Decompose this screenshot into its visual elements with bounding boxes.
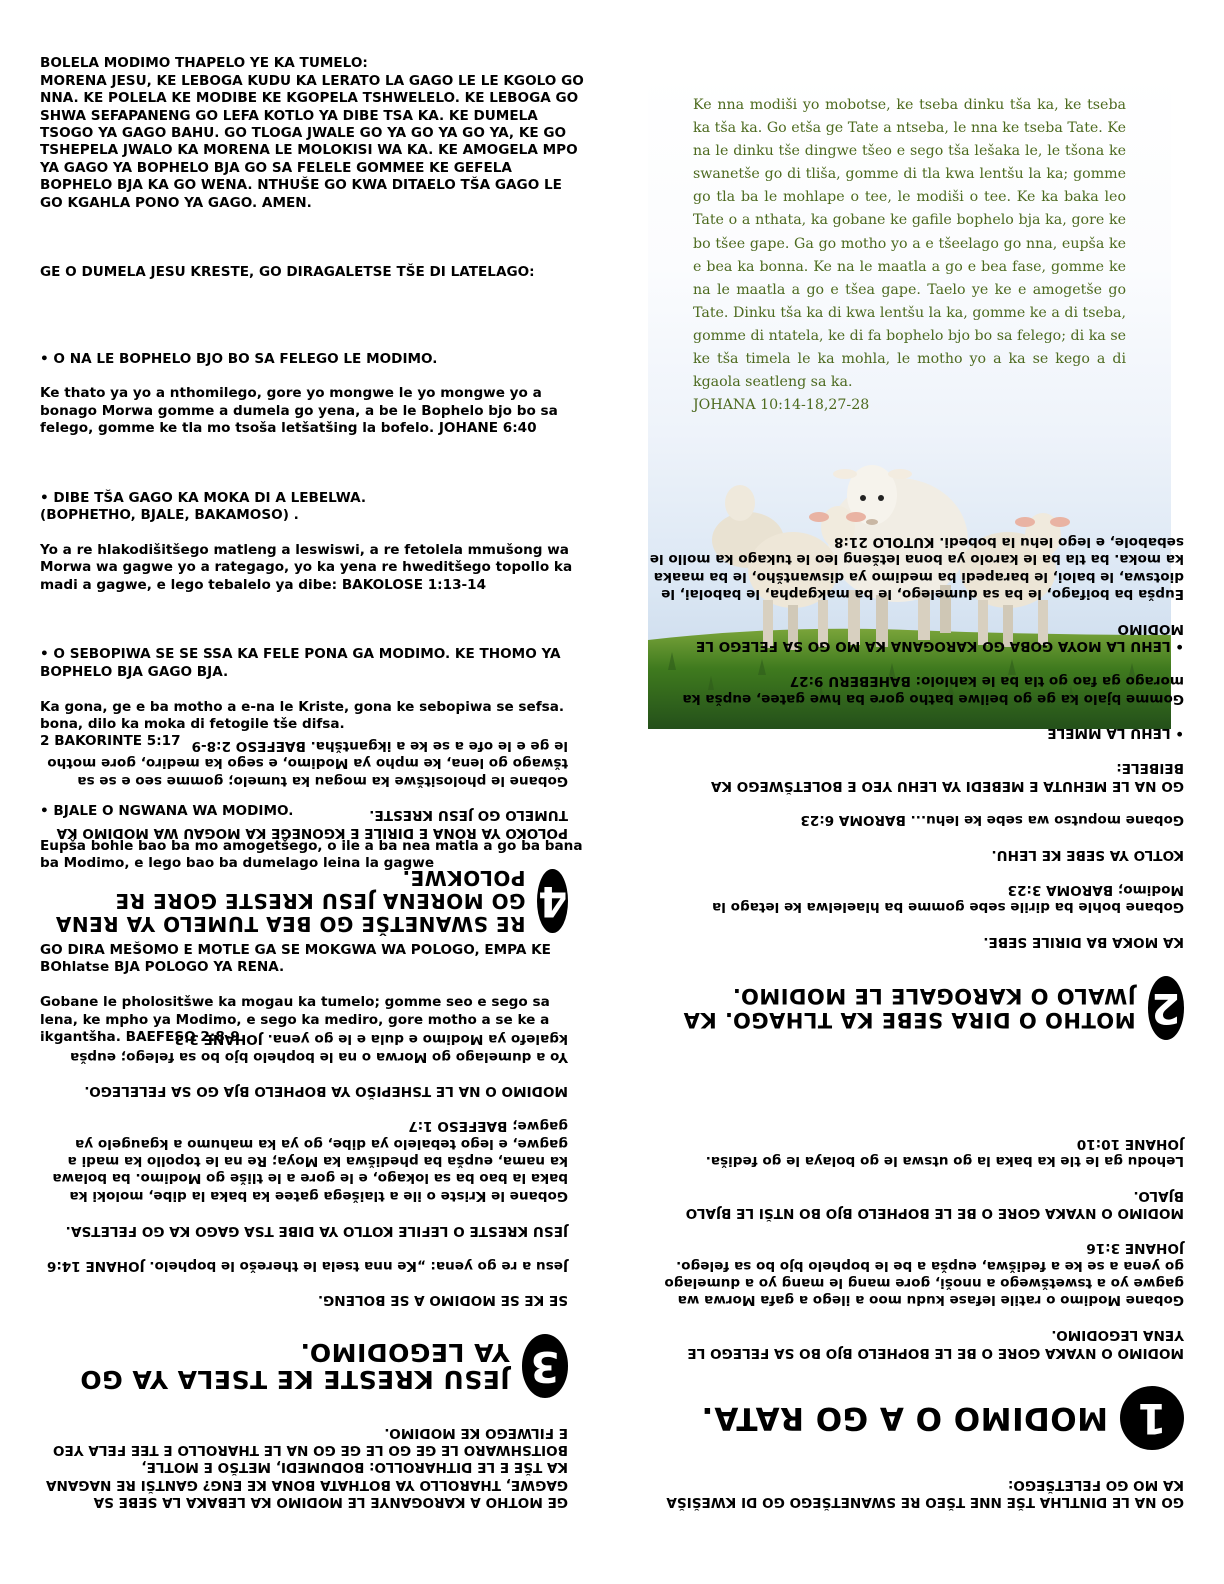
section-3-heading-row — [40, 1334, 568, 1398]
section-2-subheading-3: GO NA LE MEHUTA E MEBEDI YA LEHU YEO E BOLETŠWEGO KA BEIBELE: — [710, 760, 1184, 794]
section-3-body-2: Gobane le Kriste o ile a tlaišega gatee ka baka la dibe, moloki ka baka la bao ba sa lokago, e le gore a le tliše go Modimo. ba bolawa ka nama, eupša ba phedišwa ka Moya; Re na le topollo ka madi a gagwe, e lego tebalelo ya dibe, go ya ka mahumo a kgaugelo ya gagwe; BAEFESO 1:7 — [52, 1118, 568, 1204]
section-2 — [644, 515, 1184, 1065]
section-4-subheading: POLOKO YA RONA E DIRILE E KGONEGE KA MOGAU WA MODIMO KA TUMELO GO JESU KRESTE. — [56, 807, 568, 841]
section-1-subheading-2: MODIMO O NYAKA GORE O BE LE BOPHELO BJO BO NTŠI LE BJALO BJALO. — [685, 1187, 1184, 1222]
section-2-heading-row — [644, 976, 1184, 1040]
section-4-body: Gobane le pholositšwe ka mogau ka tumelo; gomme seo e se sa tšwago go lena, ke mpho ya Modimo, e sego ka mediro, gore motho le ge e le ofe a se ke a ikgantšha. BAEFESO 2:8-9 — [47, 737, 568, 789]
number-badge-1: 1 — [1120, 1386, 1184, 1450]
point-title: • BJALE O NGWANA WA MODIMO. — [40, 803, 294, 820]
point-body: Ka gona, ge e ba motho a e-na le Kriste, gona ke sebopiwa se sefsa. bona, dilo ka moka di fetogile tše difsa. 2 BAKORINTE 5:17 — [40, 698, 565, 750]
section-1-intro: GO NA LE DINTLHA TŠE NNE TŠEO RE SWANETŠEGO GO DI KWEŠIŠA KA MO GO FELETŠEGO: — [666, 1476, 1184, 1511]
section-3-body-1: Jesu a re go yena: „Ke nna tsela le therešo le bophelo. JOHANE 14:6 — [46, 1257, 568, 1274]
section-3-subheading-3: MODIMO O NA LE TSHEPIŠO YA BOPHELO BJA GO SA FELELEGO. — [84, 1083, 568, 1100]
section-2-point-1: • LEHU LA MMELE — [1047, 725, 1184, 742]
works-heading: GO DIRA MEŠOMO E MOTLE GA SE MOKGWA WA POLOGO, EMPA KE BOhlatse BJA POLOGO YA RENA. — [40, 941, 551, 976]
section-1-subheading: MODIMO O NYAKA GORE O BE LE BOPHELO BJO BO SA FELEGO LE YENA LEGODIMO. — [687, 1327, 1184, 1361]
section-3 — [40, 1012, 568, 1527]
verse-body: Ke nna modiši yo mobotse, ke tseba dinku tša ka, ke tseba ka tša ka. Go etša ge Tate a ntseba, le nna ke tseba Tate. Ke na le dinku tše dingwe tšeo e sego tša lešaka le, le tšona ke swanetše go di tliša, gomme di tla kwa lentšu la ka; gomme go tla ba le mohlape o tee, le modiši o tee. Ke ka baka leo Tate o a nthata, ka gobane ke gafile bophelo bja ka, gore ke bo tšee gape. Ga go motho yo a e tšeelago go nna, eupša ke e bea ka bonna. Ke na le maatla a go e bea fase, gomme ke na le maatla a go e tšea gape. Taelo ye ke e amogetše go Tate. Dinku tša ka di kwa lentšu la ka, gomme ke a di tseba, gomme di ntatela, ke di fa bophelo bjo bo sa felego; di ka se ke tša timela le ka mohla, le motho yo a ka se kego a di kgaola seatleng sa ka. — [693, 97, 1126, 391]
section-4-heading: RE SWANETŠE GO BEA TUMELO YA RENA GO MORENA JESU KRESTE GORE RE POLOKWE. — [55, 866, 526, 937]
number-badge-4: 4 — [538, 869, 569, 933]
section-2-point-2: • LEHU LA MOYA GOBA GO KAROGANA KA MO GO SA FELEGO LE MODIMO — [696, 620, 1184, 655]
works-body: Gobane le pholositšwe ka mogau ka tumelo; gomme seo e sego sa lena, ke mpho ya Modimo, e sego ka mediro, gore motho a se ke a ikgantšha. BAEFESO 2:8-9 — [40, 994, 550, 1045]
section-1-heading: MODIMO O A GO RATA. — [700, 1400, 1108, 1437]
section-2-body-2: Gobane moputso wa sebe ke lehu... BAROMA 6:23 — [800, 812, 1184, 829]
section-2-subheading: KA MOKA BA DIRILE SEBE. — [983, 934, 1184, 951]
number-badge-3: 3 — [522, 1334, 568, 1398]
section-2-body-1: Gobane bohle ba dirile sebe gomme ba hlaelelwa ke letago la Modimo; BAROMA 3:23 — [712, 882, 1184, 916]
point-title: • O NA LE BOPHELO BJO BO SA FELEGO LE MODIMO. — [40, 350, 438, 367]
section-2-subheading-2: KOTLO YA SEBE KE LEHU. — [991, 847, 1184, 864]
section-3-heading: JESU KRESTE KE TSELA YA GO YA LEGODIMO. — [79, 1337, 510, 1394]
point-title: • O SEBOPIWA SE SE SSA KA FELE PONA GA MODIMO. KE THOMO YA BOPHELO BJA GAGO BJA. — [40, 646, 561, 680]
section-1-heading-row — [644, 1386, 1184, 1450]
section-2-body-4: Eupša ba boifago, le ba sa dumelego, le ba makgapha, le babolai, le diotswa, le baloi, le barapedi ba medimo ya diswantšho, le ba maaka ka moka. ba tla ba le karolo ya bona letšeng leo le tukago ka mollo le sebabole, e lego lehu la bobedi. KUTOLO 21:8 — [649, 533, 1184, 603]
number-badge-2: 2 — [1148, 976, 1184, 1040]
bottom-right-panel — [644, 533, 1184, 1545]
section-2-heading: MOTHO O DIRA SEBE KA TLHAGO. KA JWALO O KAROGALE LE MODIMO. — [683, 983, 1136, 1032]
section-1-body-1: Gobane Modimo o ratile lefase kudu moo a ilego a gafa Morwa wa gagwe yo a tswetšwego a nnoši, gore mang le mang yo a dumelago go yena a se ke a fedišwa, eupša a be le bophelo bjo bo sa felego. JOHANE 3:16 — [664, 1240, 1184, 1309]
prayer-text: BOLELA MODIMO THAPELO YE KA TUMELO: MORENA JESU, KE LEBOGA KUDU KA LERATO LA GAGO LE LE KGOLO GO NNA. KE POLELA KE MODIBE KE KGOPELA TSHWELELO. KE LEBOGA GO SHWA SEFAPANENG GO LEFA KOTLO YA DIBE TSA KA. KE DUMELA TSOGO YA GAGO BAHU. GO TLOGA JWALE GO YA GO YA GO YA, KE GO TSHEPELA JWALO KA MORENA LE MOLOKISI WA KA. KE AMOGELA MPO YA GAGO YA BOPHELO BJA GO SA FELELE GOMMEE KE GEFELA BOPHELO BJA KA GO WENA. NTHUŠE GO KWA DITAELO TŠA GAGO LE GO KGAHLA PONO YA GAGO. AMEN. — [40, 55, 584, 211]
section-1 — [644, 1117, 1184, 1528]
section-3-intro: GE MOTHO A KAROGANYE LE MODIMO KA LEBAKA LA SEBE SA GAGWE, THAROLLO YA BOTHATA BONA KE ENG? GANTŠI RE NAGANA KA TŠE E LE DITHAROLLO: BODUMEDI, METŠO E MOTLE, BOITSHWARO LE GE GO LE GE GO NA LE THAROLLO E TEE FELA YEO E FILWEGO KE MODIMO. — [45, 1424, 568, 1511]
believe-heading: GE O DUMELA JESU KRESTE, GO DIRAGALETSE TŠE DI LATELAGO: — [40, 263, 535, 280]
point-body: Ke thato ya yo a nthomilego, gore yo mongwe le yo mongwe yo a bonago Morwa gomme a dumela go yena, a be le Bophelo bjo bo sa felego, gomme ke tla mo tsoša letšatšing la bofelo. JOHANE 6:40 — [40, 385, 558, 437]
section-3-subheading: SE KE SE MODIMO A SE BOLENG. — [317, 1292, 568, 1309]
bottom-left-panel — [40, 737, 568, 1545]
section-3-body-3: Yo a dumelago go Morwa o na le bophelo bjo bo sa felego; eupša kgalefo ya Modimo e dula e le go yena. JOHANE 3:3 — [70, 1031, 568, 1065]
point-body: Eupša bohle bao ba mo amogetšego, o ile a ba nea matla a go ba bana ba Modimo, e lego bao ba dumelago leina la gagwe — [40, 837, 583, 872]
point-1 — [40, 333, 588, 455]
section-1-body-2: Lehodu ga le tle ka baka la go utswa le go bolaya le go fediša. JOHANE 10:10 — [705, 1135, 1184, 1170]
section-4 — [40, 719, 568, 961]
verse-reference: JOHANA 10:14-18,27-28 — [693, 397, 870, 414]
section-3-subheading-2: JESU KRESTE O LEFILE KOTLO YA DIBE TSA GAGO KA GO FELETSA. — [65, 1222, 568, 1239]
point-title: • DIBE TŠA GAGO KA MOKA DI A LEBELWA. (BOPHETHO, BJALE, BAKAMOSO) . — [40, 489, 367, 524]
point-2 — [40, 472, 588, 611]
point-body: Yo a re hlakodišitšego matleng a leswiswi, a re fetolela mmušong wa Morwa wa gagwe yo a rategago, yo ka yena re hweditšego topollo ka madi a gagwe, e lego tebalelo ya dibe: BAKOLOSE 1:13-14 — [40, 541, 573, 593]
section-2-body-3: Gomme bjalo ka ge go beilwe batho gore ba hwe gatee, eupša ka morago ga fao go tla ba le kahlolo: BAHEBERU 9:27 — [682, 673, 1184, 707]
section-4-heading-row — [40, 866, 568, 935]
